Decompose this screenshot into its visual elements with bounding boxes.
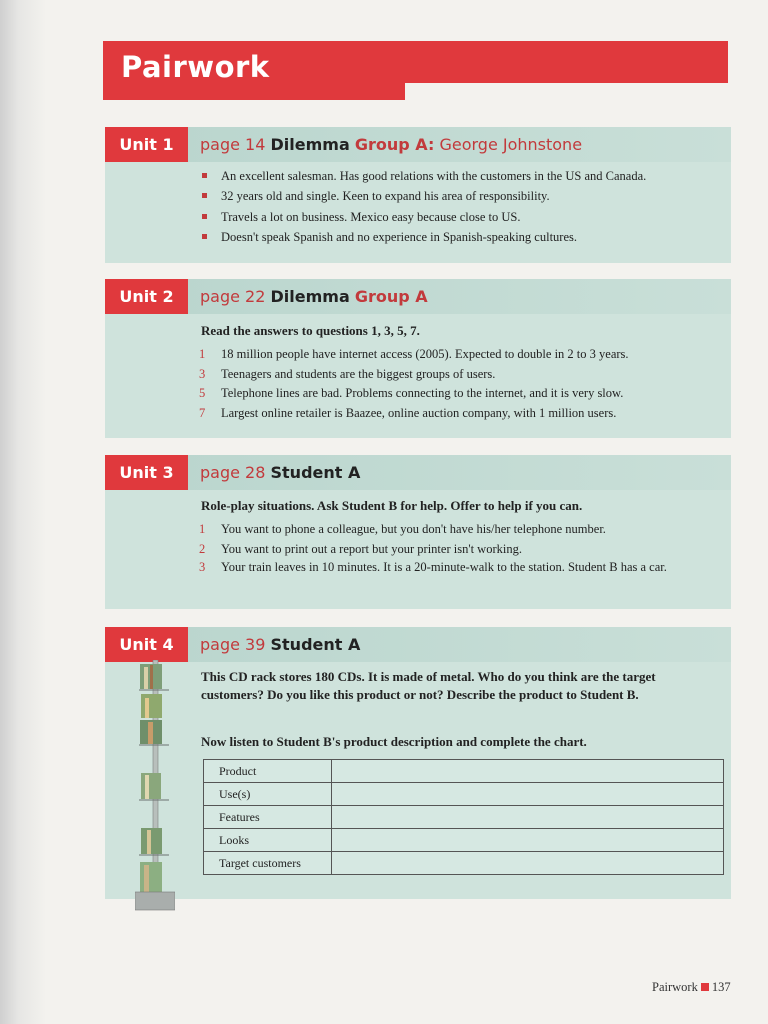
unit-2-section <box>105 279 731 438</box>
footer-label: Pairwork <box>652 980 698 994</box>
answer-cell[interactable] <box>332 760 724 783</box>
activity-name: Dilemma <box>270 135 350 154</box>
answer-cell[interactable] <box>332 783 724 806</box>
list-item: Travels a lot on business. Mexico easy because close to US. <box>202 207 646 227</box>
row-label: Looks <box>204 829 332 852</box>
bullet-square-icon <box>202 173 207 178</box>
table-row <box>204 783 724 806</box>
unit-1-section <box>105 127 731 263</box>
table-row <box>204 806 724 829</box>
list-item: An excellent salesman. Has good relations with the customers in the US and Canada. <box>202 166 646 186</box>
section-title <box>200 455 360 490</box>
list-item: Doesn't speak Spanish and no experience in Spanish-speaking cultures. <box>202 227 646 247</box>
product-chart <box>203 759 724 875</box>
group-label: Group A <box>354 287 428 306</box>
group-label: Group A: <box>354 135 435 154</box>
table-row <box>204 829 724 852</box>
bullet-square-icon <box>202 193 207 198</box>
answer-cell[interactable] <box>332 806 724 829</box>
book-spine-shadow <box>0 0 46 1024</box>
instructions: Role-play situations. Ask Student B for help. Offer to help if you can. <box>201 498 583 513</box>
header-banner-tail <box>103 83 405 100</box>
page-title: Pairwork <box>121 50 270 84</box>
page-ref: page 28 <box>200 463 266 482</box>
answer-cell[interactable] <box>332 852 724 875</box>
list-item: 1 18 million people have internet access (2005). Expected to double in 2 to 3 years. <box>199 347 629 361</box>
table-row <box>204 760 724 783</box>
bullet-square-icon <box>202 214 207 219</box>
unit-tab: Unit 3 <box>105 455 188 490</box>
unit-tab: Unit 2 <box>105 279 188 314</box>
row-label: Product <box>204 760 332 783</box>
table-row <box>204 852 724 875</box>
unit-tab: Unit 4 <box>105 627 188 662</box>
answer-cell[interactable] <box>332 829 724 852</box>
numbered-list <box>199 520 719 576</box>
bullet-list <box>202 166 646 247</box>
instructions: Read the answers to questions 1, 3, 5, 7. <box>201 323 420 338</box>
footer-square-icon <box>701 983 709 991</box>
section-title <box>200 279 428 314</box>
person-name: George Johnstone <box>439 135 583 154</box>
section-header <box>105 627 731 662</box>
bullet-square-icon <box>202 234 207 239</box>
row-label: Target customers <box>204 852 332 875</box>
list-item: 1 You want to phone a colleague, but you don't have his/her telephone number. <box>199 522 606 536</box>
list-item: 5 Telephone lines are bad. Problems connecting to the internet, and it is very slow. <box>199 386 624 400</box>
chart-instructions: Now listen to Student B's product description and complete the chart. <box>201 734 587 749</box>
activity-name: Dilemma <box>270 287 350 306</box>
row-label: Features <box>204 806 332 829</box>
section-title <box>200 127 582 162</box>
section-header <box>105 455 731 490</box>
activity-name: Student A <box>270 635 361 654</box>
list-item: 3 Your train leaves in 10 minutes. It is a 20-minute-walk to the station. Student B has a car. <box>199 560 667 574</box>
list-item: 2 You want to print out a report but your printer isn't working. <box>199 541 522 556</box>
numbered-list <box>199 345 719 423</box>
page-ref: page 14 <box>200 135 266 154</box>
unit-tab: Unit 1 <box>105 127 188 162</box>
cd-rack-image <box>135 660 175 912</box>
unit-3-section <box>105 455 731 609</box>
activity-name: Student A <box>270 463 361 482</box>
row-label: Use(s) <box>204 783 332 806</box>
page-number: 137 <box>711 980 731 994</box>
page-ref: page 39 <box>200 635 266 654</box>
list-item: 7 Largest online retailer is Baazee, online auction company, with 1 million users. <box>199 405 617 420</box>
list-item: 32 years old and single. Keen to expand his area of responsibility. <box>202 186 646 206</box>
instructions: This CD rack stores 180 CDs. It is made of metal. Who do you think are the target customers? Do you like this product or not? Describe the product to Student B. <box>201 669 656 702</box>
section-title <box>200 627 360 662</box>
list-item: 3 Teenagers and students are the biggest groups of users. <box>199 366 496 381</box>
page-ref: page 22 <box>200 287 266 306</box>
page-footer <box>652 980 731 995</box>
